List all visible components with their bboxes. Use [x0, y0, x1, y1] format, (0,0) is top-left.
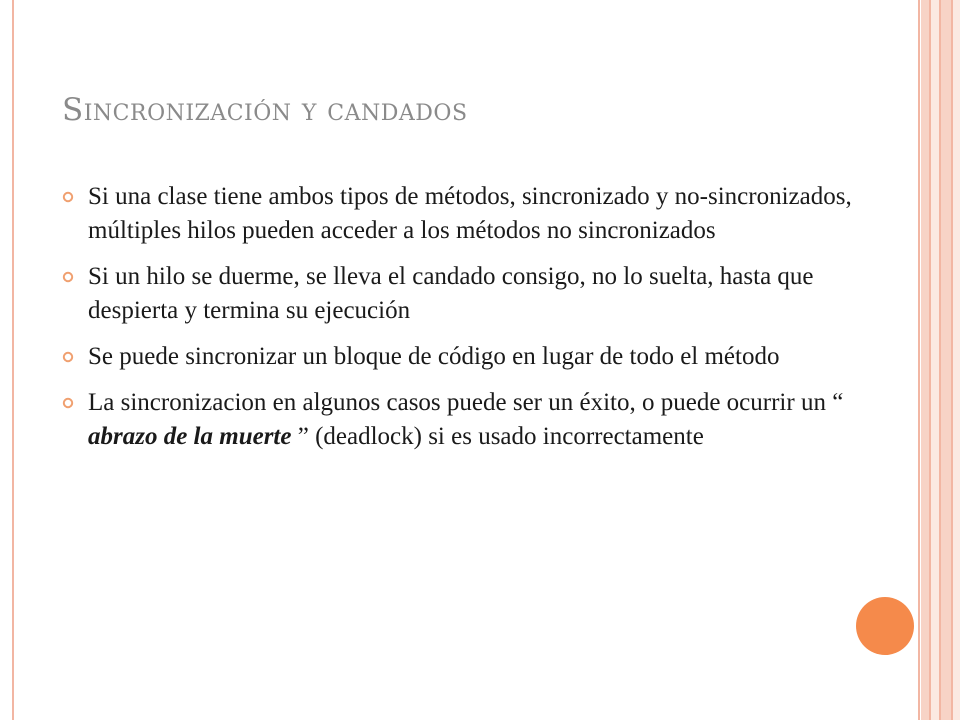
hollow-ring-bullet-icon	[62, 351, 74, 363]
bullet-item	[62, 260, 902, 328]
bullet-text-after: ” (deadlock) si es usado incorrectamente	[291, 423, 704, 450]
bullet-text: Si un hilo se duerme, se lleva el candado consigo, no lo suelta, hasta que despierta y termina su ejecución	[88, 263, 814, 324]
bullet-text-emphasis: abrazo de la muerte	[88, 423, 292, 450]
right-decorative-stripe	[921, 0, 929, 720]
bullet-list	[62, 180, 902, 466]
bullet-item	[62, 386, 902, 454]
bullet-item	[62, 180, 902, 248]
bullet-text: Se puede sincronizar un bloque de código en lugar de todo el método	[88, 343, 780, 370]
left-frame-border	[0, 0, 14, 720]
hollow-ring-bullet-icon	[62, 397, 74, 409]
slide-title: Sincronización y candados	[62, 92, 468, 128]
orange-circle-decoration-icon	[856, 597, 914, 655]
right-decorative-stripe	[931, 0, 939, 720]
right-decorative-stripe	[941, 0, 951, 720]
hollow-ring-bullet-icon	[62, 191, 74, 203]
hollow-ring-bullet-icon	[62, 271, 74, 283]
bullet-text: Si una clase tiene ambos tipos de métodos, sincronizado y no-sincronizados, múltiples hilos pueden acceder a los métodos no sincronizados	[88, 183, 852, 244]
right-decorative-stripe	[953, 0, 960, 720]
bullet-text-before: La sincronizacion en algunos casos puede ser un éxito, o puede ocurrir un “	[88, 389, 844, 416]
bullet-item	[62, 340, 902, 374]
right-decorative-stripe	[918, 0, 920, 720]
